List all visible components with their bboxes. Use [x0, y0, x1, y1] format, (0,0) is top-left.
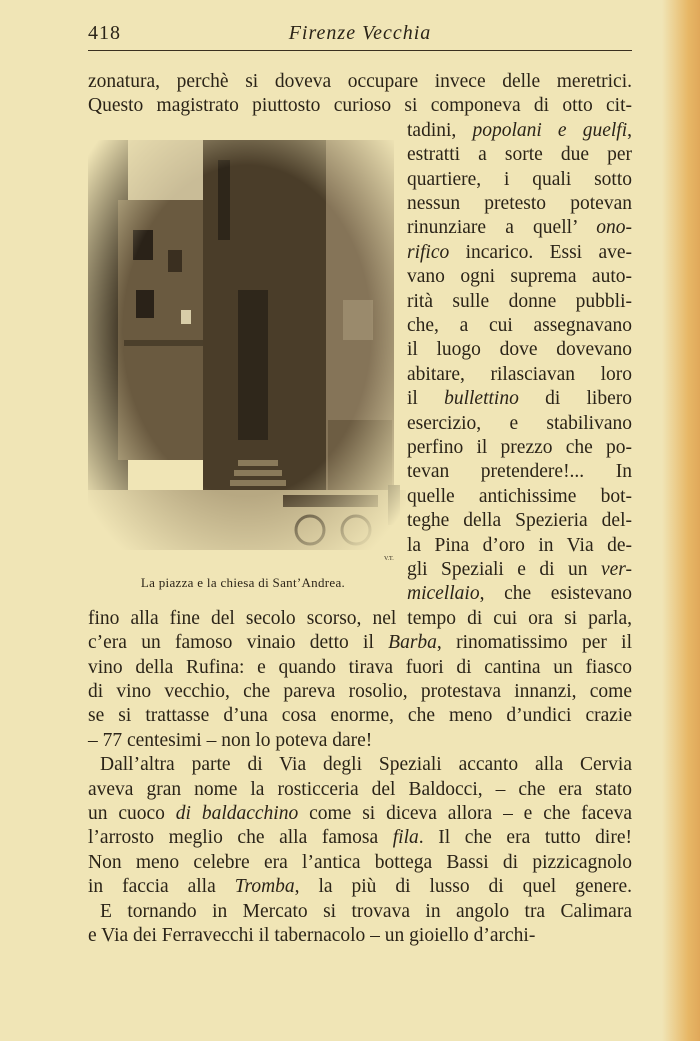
- text-line: [407, 509, 632, 533]
- text-run: Questo magistrato piuttosto curioso si componeva di otto cit-: [88, 95, 632, 117]
- text-line: [407, 485, 632, 509]
- italic-text: fila: [392, 827, 419, 849]
- italic-text: Barba: [388, 632, 437, 654]
- text-run: di vino vecchio, che pareva rosolio, protestava innanzi, come: [88, 681, 632, 702]
- text-run: se si trattasse d’una cosa enorme, che meno d’undici crazie: [88, 705, 632, 727]
- text-line: [407, 436, 632, 460]
- text-line: [407, 241, 632, 265]
- text-run: che, a cui assegnavano: [407, 315, 632, 336]
- italic-text: micellaio: [407, 583, 480, 605]
- text-run: un cuoco: [88, 803, 176, 824]
- illustrator-signature: V.T.: [384, 556, 394, 562]
- page-number: 418: [88, 22, 121, 44]
- text-run: rinunziare a quell’: [407, 217, 597, 239]
- text-line: [407, 338, 632, 362]
- text-line: [407, 534, 632, 558]
- italic-text: di baldacchino: [175, 803, 299, 824]
- text-run: in faccia alla: [88, 876, 235, 898]
- text-run: Dall’altra parte di Via degli Speziali accanto alla Cervia: [100, 754, 632, 776]
- text-run: zonatura, perchè si doveva occupare invece delle meretrici.: [88, 71, 632, 92]
- text-line: [88, 656, 632, 680]
- text-run: il luogo dove dovevano: [407, 339, 632, 361]
- text-line: [407, 168, 632, 192]
- text-line: [407, 143, 632, 167]
- text-run: . Il che era tutto dire!: [418, 827, 632, 849]
- text-line: [88, 607, 632, 631]
- text-line: [407, 412, 632, 436]
- text-run: tadini,: [407, 119, 473, 141]
- text-line: [407, 314, 632, 338]
- text-run: vano ogni suprema auto-: [407, 266, 632, 288]
- text-line: [88, 778, 632, 802]
- text-run: perfino il prezzo che po-: [407, 437, 632, 458]
- italic-text: rifico: [407, 241, 450, 263]
- text-run: fino alla fine del secolo scorso, nel tempo di cui ora si parla,: [88, 607, 632, 629]
- text-run: , che esistevano: [479, 583, 632, 605]
- text-run: nessun pretesto potevan: [407, 193, 632, 214]
- text-line: [407, 363, 632, 387]
- text-line: [407, 216, 632, 240]
- text-line: [88, 900, 632, 924]
- text-line: [88, 826, 632, 850]
- text-run: come si diceva allora – e che faceva: [298, 803, 632, 824]
- text-line: [88, 802, 632, 826]
- text-line: [88, 70, 632, 94]
- text-run: l’arrosto meglio che alla famosa: [88, 827, 393, 849]
- text-line: [88, 851, 632, 875]
- text-run: gli Speziali e di un: [407, 559, 601, 580]
- text-run: E tornando in Mercato si trovava in angolo tra Calimara: [100, 900, 632, 922]
- text-line: [407, 192, 632, 216]
- text-line: [88, 924, 632, 948]
- text-line: [88, 680, 632, 704]
- text-run: la Pina d’oro in Via de-: [407, 534, 632, 556]
- running-header: [88, 20, 632, 51]
- text-line: [407, 290, 632, 314]
- text-run: rità sulle donne pubbli-: [407, 290, 632, 312]
- text-line: [88, 704, 632, 728]
- text-line: [88, 729, 632, 753]
- text-line: [407, 387, 632, 411]
- italic-text: Tromba: [234, 876, 295, 898]
- text-run: quartiere, i quali sotto: [407, 168, 632, 190]
- text-run: ,: [627, 119, 632, 141]
- text-run: esercizio, e stabilivano: [407, 412, 632, 434]
- text-run: abitare, rilasciavan loro: [407, 363, 632, 385]
- text-run: teghe della Spezieria del-: [407, 510, 632, 532]
- italic-text: popolani e guelfi: [472, 119, 628, 141]
- text-line: [88, 875, 632, 899]
- text-run: di libero: [518, 388, 632, 410]
- figure-caption: La piazza e la chiesa di Sant’Andrea.: [140, 575, 346, 590]
- text-line: [407, 119, 632, 143]
- text-run: tevan pretendere!... In: [407, 461, 632, 483]
- text-run: c’era un famoso vinaio detto il: [88, 632, 389, 654]
- text-line: [407, 582, 632, 606]
- text-run: il: [407, 388, 445, 410]
- running-title: Firenze Vecchia: [288, 22, 432, 44]
- text-run: incarico. Essi ave-: [449, 241, 632, 263]
- text-line: [88, 631, 632, 655]
- italic-text: bullettino: [444, 388, 519, 410]
- engraving-illustration: [88, 140, 406, 564]
- text-line: [88, 753, 632, 777]
- text-run: – 77 centesimi – non lo poteva dare!: [88, 729, 373, 751]
- text-line: [88, 94, 632, 118]
- text-run: , la più di lusso di quel genere.: [294, 876, 632, 898]
- page-edge: [662, 0, 700, 1041]
- text-run: e Via dei Ferravecchi il tabernacolo – un gioiello d’archi-: [88, 925, 536, 946]
- text-run: aveva gran nome la rosticceria del Baldocci, – che era stato: [88, 778, 632, 800]
- italic-text: ono-: [596, 217, 632, 239]
- text-line: [407, 460, 632, 484]
- text-run: Non meno celebre era l’antica bottega Bassi di pizzicagnolo: [88, 851, 632, 873]
- italic-text: ver-: [600, 559, 632, 580]
- text-run: estratti a sorte due per: [407, 144, 632, 166]
- text-line: [407, 558, 632, 582]
- text-line: [407, 265, 632, 289]
- text-run: vino della Rufina: e quando tirava fuori di cantina un fiasco: [88, 656, 632, 678]
- text-run: , rinomatissimo per il: [436, 632, 632, 654]
- text-run: quelle antichissime bot-: [407, 485, 632, 507]
